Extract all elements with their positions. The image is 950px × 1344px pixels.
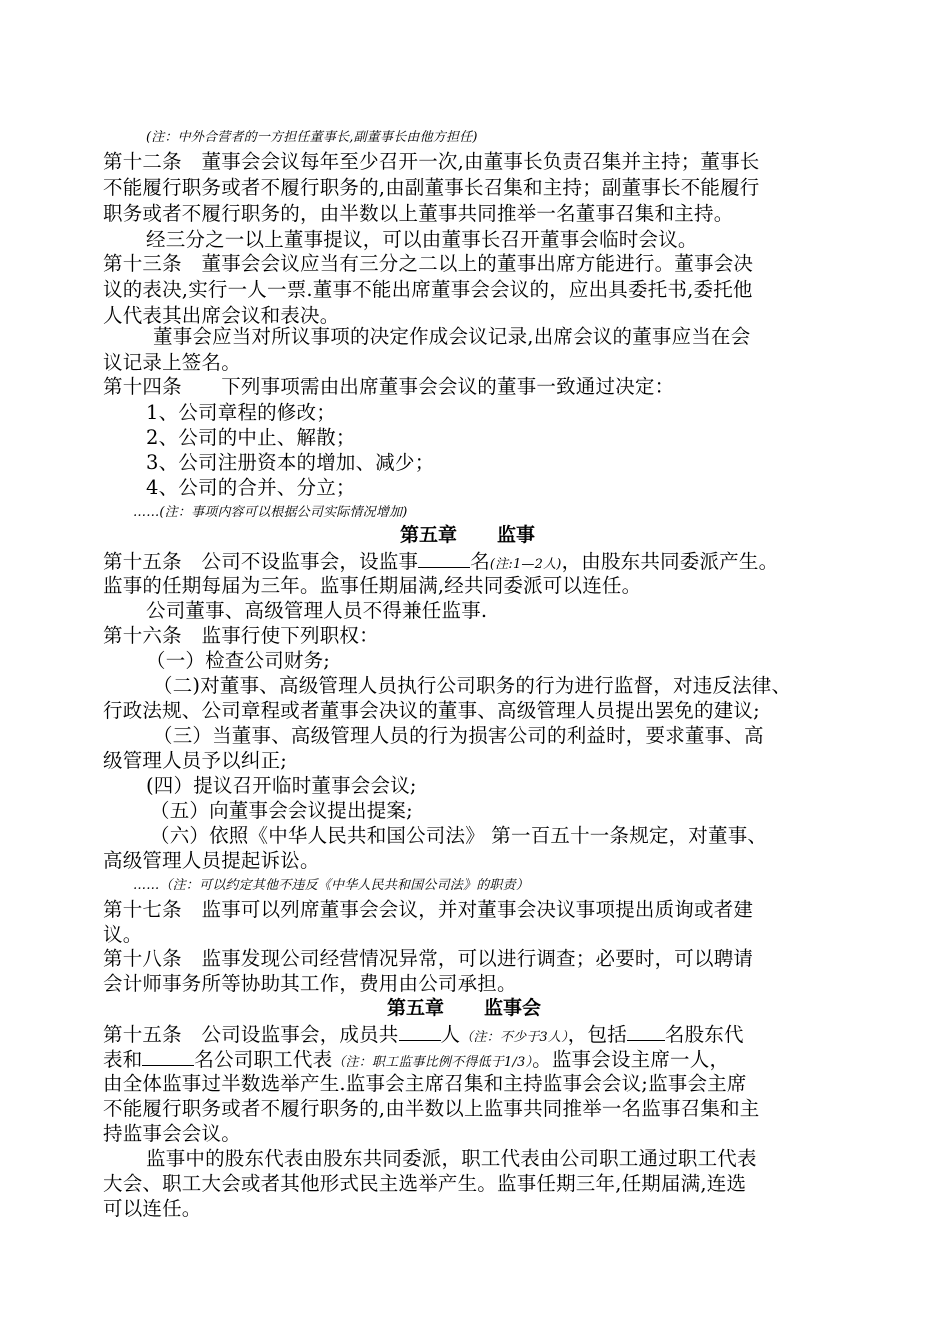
art16-line4: 行政法规、公司章程或者董事会决议的董事、高级管理人员提出罢免的建议;: [103, 699, 760, 722]
art12-line1: 第十二条 董事会会议每年至少召开一次,由董事长负责召集并主持；董事长: [103, 150, 760, 173]
chapter5-heading-b: [387, 996, 541, 1020]
art16-line5: （三）当董事、高级管理人员的行为损害公司的利益时，要求董事、高: [153, 724, 764, 747]
art13-line1: 第十三条 董事会会议应当有三分之二以上的董事出席方能进行。董事会决: [103, 252, 754, 275]
supervisor-count-note: (注:1—2人): [489, 557, 562, 572]
chapter-title: 监事: [497, 524, 536, 546]
chairman-note: (注：中外合营者的一方担任董事长,副董事长由他方担任): [146, 130, 478, 145]
art16-line9: （六）依照《中华人民共和国公司法》 第一百五十一条规定，对董事、: [150, 824, 768, 847]
art15a-line1: 第十五条 公司不设监事会，设监事 名(注:1—2人)，由股东共同委派产生。: [103, 550, 779, 573]
art15b-line6: 监事中的股东代表由股东共同委派，职工代表由公司职工通过职工代表: [146, 1147, 757, 1170]
art18-line1: 第十八条 监事发现公司经营情况异常，可以进行调查；必要时，可以聘请: [103, 947, 754, 970]
art13-line2: 议的表决,实行一人一票.董事不能出席董事会会议的，应出具委托书,委托他: [103, 278, 753, 301]
art16-line10: 高级管理人员提起诉讼。: [103, 849, 320, 872]
chapter-number: 第五章: [400, 524, 458, 546]
chapter-title: 监事会: [484, 997, 542, 1019]
art17-line2: 议。: [103, 923, 143, 946]
art14-item-1: 1、公司章程的修改；: [146, 401, 336, 424]
art18-line2: 会计师事务所等协助其工作，费用由公司承担。: [103, 972, 517, 995]
art14-item-2: 2、公司的中止、解散；: [146, 426, 356, 449]
art14-item-3: 3、公司注册资本的增加、减少；: [146, 451, 435, 474]
employee-rep-blank[interactable]: [142, 1047, 194, 1066]
art16-line8: （五）向董事会会议提出提案;: [150, 799, 413, 822]
art15a-line3: 公司董事、高级管理人员不得兼任监事.: [146, 599, 488, 622]
art16-line2: （一）检查公司财务;: [146, 649, 331, 672]
art16-line3: （二)对董事、高级管理人员执行公司职务的行为进行监督，对违反法律、: [153, 674, 792, 697]
art12-line4: 经三分之一以上董事提议，可以由董事长召开董事会临时会议。: [146, 228, 698, 251]
art12-line2: 不能履行职务或者不履行职务的,由副董事长召集和主持；副董事长不能履行: [103, 176, 760, 199]
art17-line1: 第十七条 监事可以列席董事会会议，并对董事会决议事项提出质询或者建: [103, 898, 754, 921]
board-size-blank[interactable]: [399, 1022, 441, 1041]
art15a-line2: 监事的任期每届为三年。监事任期届满,经共同委派可以连任。: [103, 574, 642, 597]
art12-line3: 职务或者不履行职务的，由半数以上董事共同推举一名董事召集和主持。: [103, 202, 734, 225]
art13-line5: 议记录上签名。: [103, 351, 241, 374]
supervisor-count-blank[interactable]: [418, 549, 470, 568]
art15b-line1: 第十五条 公司设监事会，成员共 人（注：不少于3人），包括 名股东代: [103, 1023, 744, 1046]
art15b-line7: 大会、职工大会或者其他形式民主选举产生。监事任期三年,任期届满,连选: [103, 1172, 747, 1195]
art16-line6: 级管理人员予以纠正;: [103, 749, 288, 772]
art16-line7: (四）提议召开临时董事会会议;: [146, 774, 417, 797]
art16-note: ……（注：可以约定其他不违反《中华人民共和国公司法》的职责）: [133, 878, 530, 893]
art15b-line8: 可以连任。: [103, 1197, 202, 1220]
board-size-note: （注：不少于3人）: [460, 1030, 568, 1045]
art13-line3: 人代表其出席会议和表决。: [103, 304, 340, 327]
art15b-line2: 表和 名公司职工代表（注：职工监事比例不得低于1/3）。监事会设主席一人，: [103, 1048, 730, 1071]
art15b-line4: 不能履行职务或者不履行职务的,由半数以上监事共同推举一名监事召集和主: [103, 1097, 760, 1120]
art14-note: ……(注：事项内容可以根据公司实际情况增加): [133, 505, 408, 520]
art14-line1: 第十四条 下列事项需由出席董事会会议的董事一致通过决定：: [103, 375, 675, 398]
art14-item-4: 4、公司的合并、分立；: [146, 476, 356, 499]
art15b-line3: 由全体监事过半数选举产生.监事会主席召集和主持监事会会议;监事会主席: [103, 1072, 747, 1095]
chapter5-heading-a: [400, 523, 535, 547]
art15b-line5: 持监事会会议。: [103, 1122, 241, 1145]
shareholder-rep-blank[interactable]: [627, 1022, 665, 1041]
employee-rep-note: （注：职工监事比例不得低于1/3）: [332, 1055, 533, 1070]
art16-line1: 第十六条 监事行使下列职权：: [103, 624, 379, 647]
art13-line4: 董事会应当对所议事项的决定作成会议记录,出席会议的董事应当在会: [153, 325, 751, 348]
chapter-number: 第五章: [387, 997, 445, 1019]
